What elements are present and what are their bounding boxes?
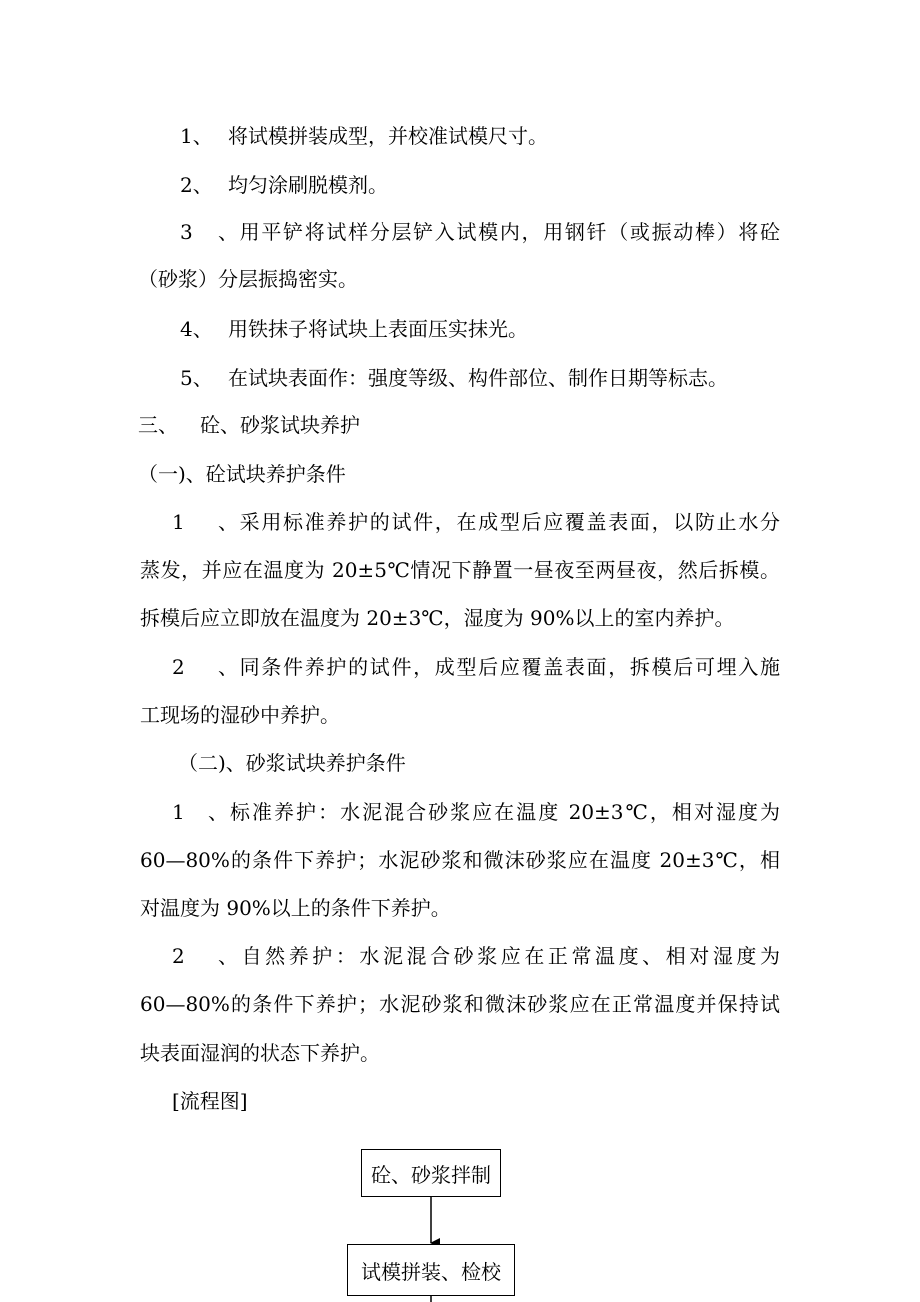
subsection-title: （一)、砼试块养护条件: [138, 462, 346, 486]
item-number: 1、: [172, 800, 228, 824]
step-number: 4、: [180, 317, 213, 341]
flow-box-label: 砼、砂浆拌制: [371, 1162, 491, 1187]
step-5: [180, 366, 728, 390]
section-title: 砼、砂浆试块养护: [200, 413, 360, 437]
step-number: 2、: [180, 173, 213, 197]
step-text: 在试块表面作：强度等级、构件部位、制作日期等标志。: [228, 366, 728, 390]
sub2-item-1: [172, 800, 780, 824]
step-text: 用平铲将试样分层铲入试模内，用钢钎（或振动棒）将砼: [238, 220, 780, 244]
item-text: 同条件养护的试件，成型后应覆盖表面，拆模后可埋入施: [238, 655, 780, 679]
item-number: 2、: [172, 655, 238, 679]
sub2-item-2-line-2: 60—80%的条件下养护；水泥砂浆和微沫砂浆应在正常温度并保持试: [140, 992, 780, 1016]
section-number: 三、: [138, 413, 178, 437]
step-number: 3、: [180, 220, 238, 244]
sub1-item-1-line-2: 蒸发，并应在温度为 20±5℃情况下静置一昼夜至两昼夜，然后拆模。: [140, 558, 780, 582]
step-2: [180, 173, 388, 197]
sub2-item-1-line-2: 60—80%的条件下养护；水泥砂浆和微沫砂浆应在温度 20±3℃，相: [140, 848, 780, 872]
sub2-item-1-line-3: 对温度为 90%以上的条件下养护。: [140, 896, 451, 920]
step-text: 均匀涂刷脱模剂。: [228, 173, 388, 197]
sub1-item-1-line-3: 拆模后应立即放在温度为 20±3℃，湿度为 90%以上的室内养护。: [140, 606, 735, 630]
sub1-item-2-line-2: 工现场的湿砂中养护。: [140, 703, 340, 727]
item-number: 2、: [172, 944, 238, 968]
subsection-title: （二)、砂浆试块养护条件: [178, 751, 406, 775]
step-3-continued: （砂浆）分层振捣密实。: [138, 267, 358, 291]
step-3: [180, 220, 780, 244]
sub2-item-2-line-3: 块表面湿润的状态下养护。: [140, 1041, 380, 1065]
sub1-item-2: [172, 655, 780, 679]
flow-box-mold-assembly: [347, 1244, 515, 1296]
step-4: [180, 317, 528, 341]
sub2-item-2: [172, 944, 780, 968]
item-text: 标准养护：水泥混合砂浆应在温度 20±3℃，相对湿度为: [228, 800, 780, 824]
flowchart-label: [流程图]: [172, 1089, 248, 1113]
sub1-item-1: [172, 510, 780, 534]
flow-box-mixing: [361, 1149, 501, 1197]
flow-box-label: 试模拼装、检校: [361, 1259, 501, 1284]
item-text: 自然养护：水泥混合砂浆应在正常温度、相对湿度为: [238, 944, 780, 968]
step-text: 用铁抹子将试块上表面压实抹光。: [228, 317, 528, 341]
item-text: 采用标准养护的试件，在成型后应覆盖表面，以防止水分: [238, 510, 780, 534]
step-number: 1、: [180, 124, 213, 148]
step-text: 将试模拼装成型，并校准试模尺寸。: [228, 124, 548, 148]
step-number: 5、: [180, 366, 213, 390]
step-1: [180, 124, 548, 148]
item-number: 1、: [172, 510, 238, 534]
section-heading: [138, 413, 360, 437]
